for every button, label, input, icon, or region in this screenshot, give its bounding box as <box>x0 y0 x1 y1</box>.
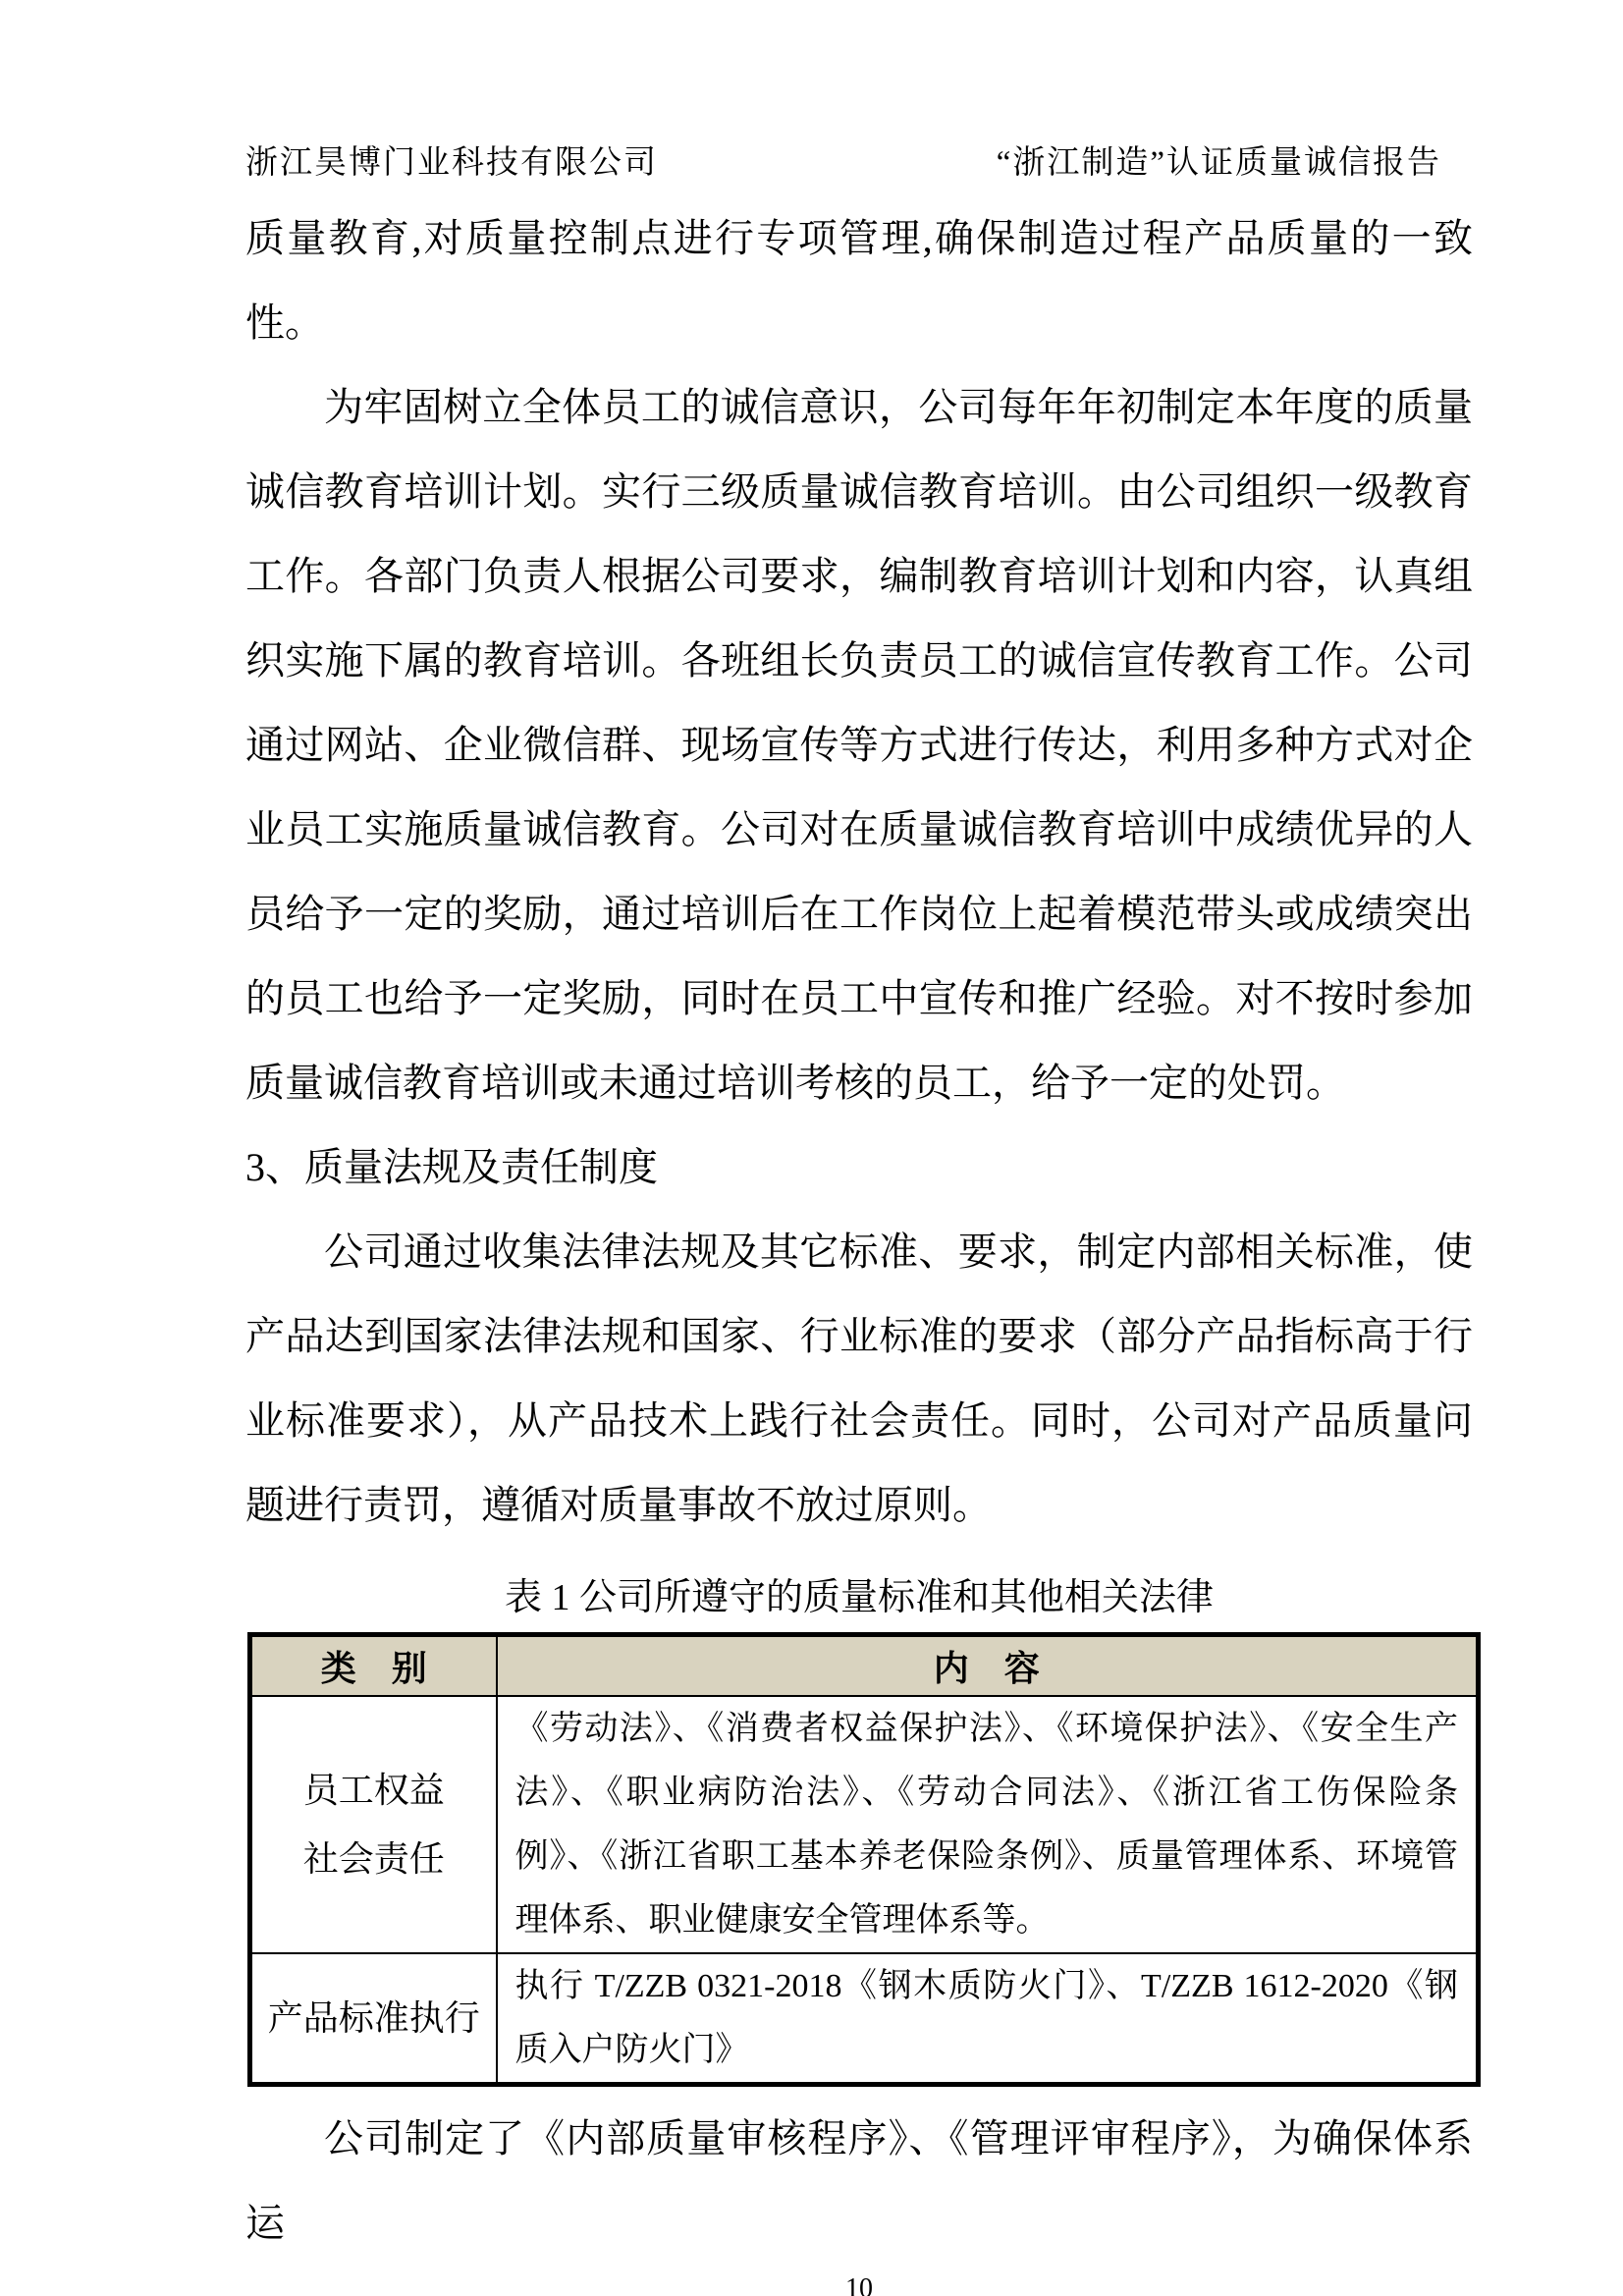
paragraph-continuation: 质量教育,对质量控制点进行专项管理,确保制造过程产品质量的一致性。 <box>245 216 1473 345</box>
paragraph-quality-laws: 公司通过收集法律法规及其它标准、要求，制定内部相关标准，使产品达到国家法律法规和国家、行业标准的要求（部分产品指标高于行业标准要求），从产品技术上践行社会责任。同时，公司对产品质量问题进行责罚，遵循对质量事故不放过原则。 <box>245 1230 1473 1527</box>
table-row <box>250 1696 1479 1953</box>
content-cell-laws: 《劳动法》、《消费者权益保护法》、《环境保护法》、《安全生产法》、《职业病防治法》、《劳动合同法》、《浙江省工伤保险条例》、《浙江省职工基本养老保险条例》、质量管理体系、环境管理体系、职业健康安全管理体系等。 <box>497 1696 1479 1953</box>
table-row <box>250 1953 1479 2085</box>
category-cell-employee-rights <box>250 1696 497 1953</box>
header-report-title: “浙江制造”认证质量诚信报告 <box>996 145 1441 181</box>
header-company-name: 浙江昊博门业科技有限公司 <box>245 145 658 181</box>
page-header <box>245 143 1441 183</box>
content-cell-standards: 执行 T/ZZB 0321-2018《钢木质防火门》、T/ZZB 1612-2020《钢质入户防火门》 <box>497 1953 1479 2085</box>
standards-table <box>247 1632 1481 2087</box>
category-cell-product-standards <box>250 1953 497 2085</box>
paragraph-honesty-training: 为牢固树立全体员工的诚信意识，公司每年年初制定本年度的质量诚信教育培训计划。实行三级质量诚信教育培训。由公司组织一级教育工作。各部门负责人根据公司要求，编制教育培训计划和内容，认真组织实施下属的教育培训。各班组长负责员工的诚信宣传教育工作。公司通过网站、企业微信群、现场宣传等方式进行传达，利用多种方式对企业员工实施质量诚信教育。公司对在质量诚信教育培训中成绩优异的人员给予一定的奖励，通过培训后在工作岗位上起着模范带头或成绩突出的员工也给予一定奖励，同时在员工中宣传和推广经验。对不按时参加质量诚信教育培训或未通过培训考核的员工，给予一定的处罚。 <box>245 385 1473 1105</box>
category-line: 员工权益 <box>302 1770 445 1810</box>
category-line: 社会责任 <box>302 1838 445 1879</box>
column-header-content: 内 容 <box>497 1635 1479 1696</box>
paragraph-closing: 公司制定了《内部质量审核程序》、《管理评审程序》，为确保体系运 <box>245 2115 1473 2245</box>
column-header-category: 类 别 <box>250 1635 497 1696</box>
table-header-row <box>250 1635 1479 1696</box>
table-caption: 表 1 公司所遵守的质量标准和其他相关法律 <box>504 1577 1214 1618</box>
page-number: 10 <box>845 2272 873 2296</box>
document-body <box>245 196 1473 2296</box>
category-line: 产品标准执行 <box>267 1997 480 2038</box>
section-heading-3: 3、质量法规及责任制度 <box>245 1145 658 1189</box>
